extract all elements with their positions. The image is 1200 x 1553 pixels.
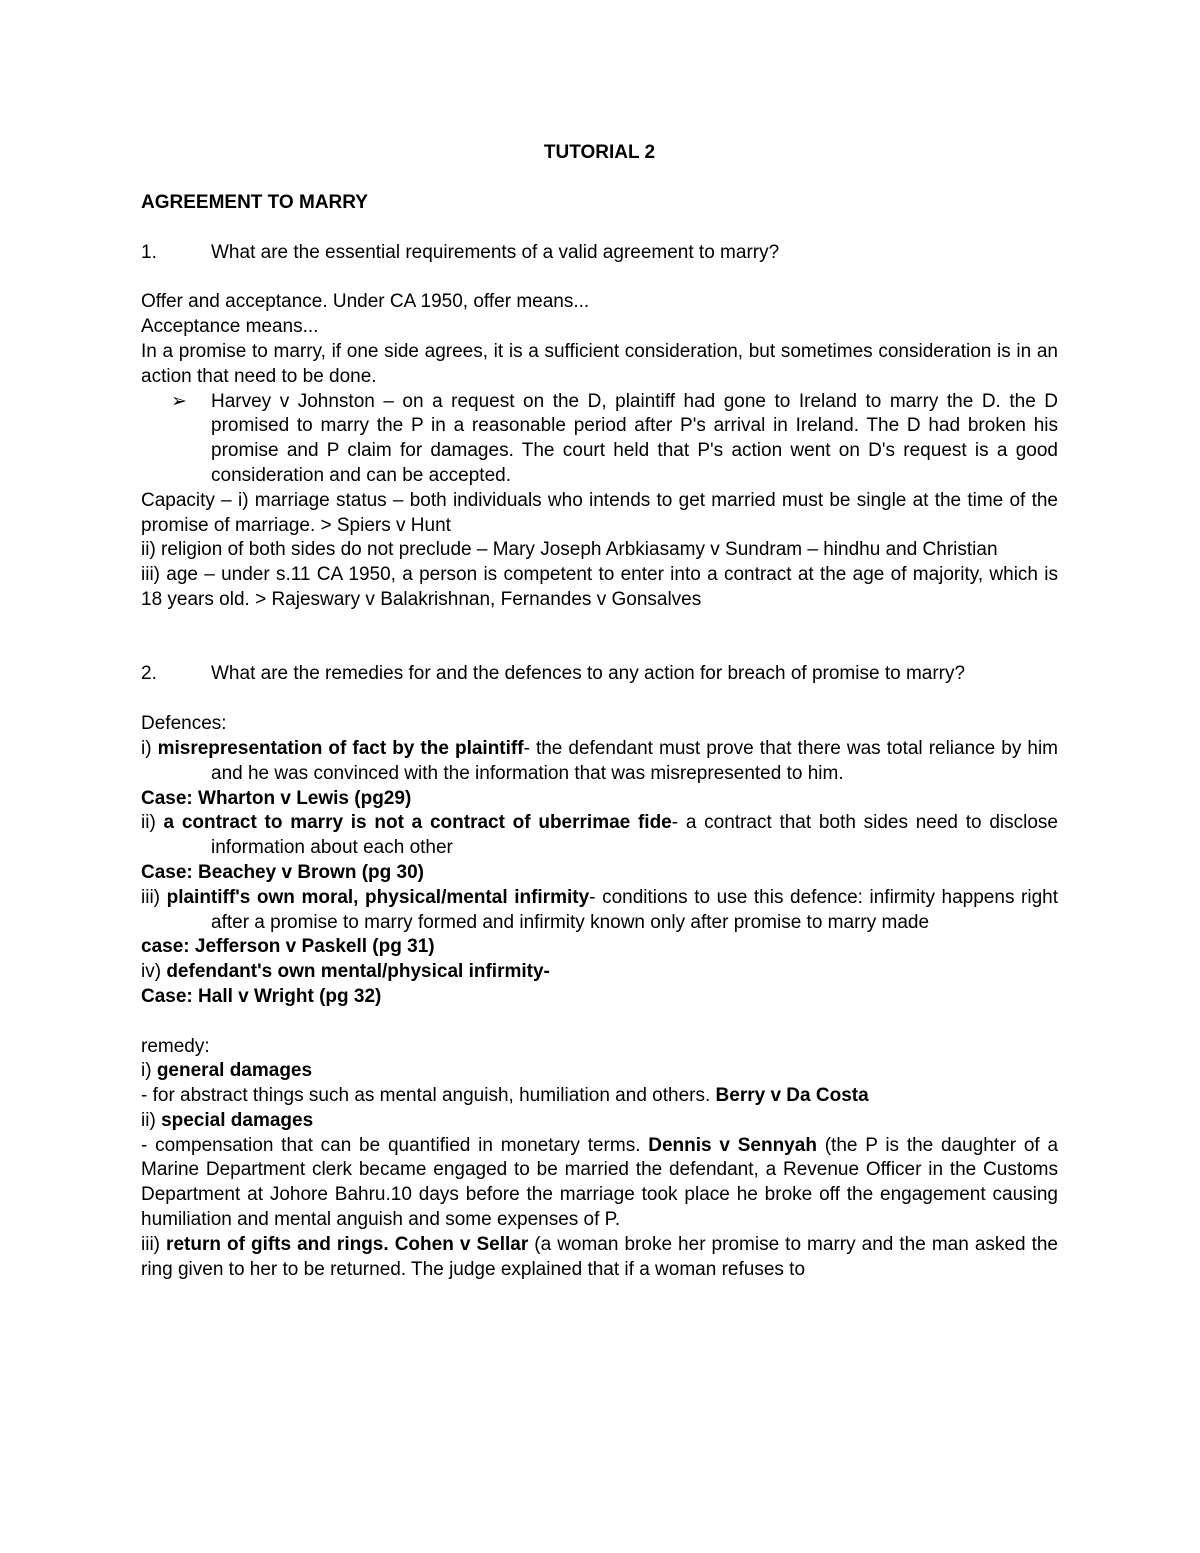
remedy-3-detail: (a woman broke her promise to marry and the man asked the ring given to her to be returned. The judge explained that if a woman refuses to xyxy=(141,1233,1059,1280)
remedy-2-heading xyxy=(141,1109,1058,1134)
answer-1 xyxy=(141,290,1058,612)
defence-1-case xyxy=(141,787,1058,812)
remedy-3-title: return of gifts and rings. Cohen v Sellar xyxy=(166,1233,529,1255)
case-harvey-text: Harvey v Johnston – on a request on the D, plaintiff had gone to Ireland to marry the D. the D promised to marry the P in a reasonable period after P's arrival in Ireland. The D had broken his promise and P claim for damages. The court held that P's action went on D's request is a good consideration and can be accepted. xyxy=(211,390,1058,486)
defence-1-case-text: Case: Wharton v Lewis (pg29) xyxy=(141,787,412,809)
defence-3-prefix: iii) xyxy=(141,886,167,908)
answer-acceptance: Acceptance means... xyxy=(141,316,319,338)
remedy-2-case: Dennis v Sennyah xyxy=(648,1134,817,1156)
spacer xyxy=(141,1010,1058,1035)
question-1-text: What are the essential requirements of a valid agreement to marry? xyxy=(211,241,780,263)
defence-4 xyxy=(141,960,1058,985)
defence-3-title: plaintiff's own moral, physical/mental infirmity xyxy=(166,886,590,908)
document-page xyxy=(141,141,1058,1282)
answer-capacity: Capacity – i) marriage status – both individuals who intends to get married must be single at the time of the promise of marriage. > Spiers v Hunt xyxy=(141,489,1058,536)
defence-2-text: - a contract that both sides need to disclose information about each other xyxy=(211,812,1058,859)
remedy-2-body xyxy=(141,1134,1058,1233)
defences-label: Defences: xyxy=(141,713,227,735)
answer-consideration: In a promise to marry, if one side agrees, it is a sufficient consideration, but sometimes consideration is in an action that need to be done. xyxy=(141,340,1058,387)
defence-2-case-text: Case: Beachey v Brown (pg 30) xyxy=(141,861,424,883)
remedy-1-prefix: i) xyxy=(141,1060,157,1082)
remedy-3-body xyxy=(141,1233,1058,1283)
question-1 xyxy=(141,241,1058,266)
defence-4-case xyxy=(141,985,1058,1010)
defence-3-case xyxy=(141,935,1058,960)
case-bullet-harvey xyxy=(141,390,1058,489)
defence-3-text: - conditions to use this defence: infirmity happens right after a promise to marry formed and infirmity known only after promise to marry made xyxy=(211,886,1058,933)
answer-offer: Offer and acceptance. Under CA 1950, offer means... xyxy=(141,291,590,313)
defence-1-prefix: i) xyxy=(141,737,158,759)
defence-2 xyxy=(141,811,1058,861)
remedy-3-prefix: iii) xyxy=(141,1233,167,1255)
remedy-label: remedy: xyxy=(141,1035,210,1057)
defence-2-prefix: ii) xyxy=(141,812,164,834)
defence-3 xyxy=(141,886,1058,936)
defence-4-case-text: Case: Hall v Wright (pg 32) xyxy=(141,985,382,1007)
defence-4-prefix: iv) xyxy=(141,961,167,983)
question-2-number: 2. xyxy=(141,663,157,685)
section-heading: AGREEMENT TO MARRY xyxy=(141,191,368,213)
defence-1-title: misrepresentation of fact by the plaintiff xyxy=(157,737,524,759)
defence-3-case-text: case: Jefferson v Paskell (pg 31) xyxy=(141,936,435,958)
answer-religion: ii) religion of both sides do not preclude – Mary Joseph Arbkiasamy v Sundram – hindhu and Christian xyxy=(141,539,998,561)
question-2 xyxy=(141,662,1058,687)
defence-2-case xyxy=(141,861,1058,886)
remedy-1-text: - for abstract things such as mental anguish, humiliation and others. xyxy=(141,1085,716,1107)
defence-1-text: - the defendant must prove that there was total reliance by him and he was convinced with the information that was misrepresented to him. xyxy=(211,737,1059,784)
defence-1 xyxy=(141,737,1058,787)
remedy-2-prefix: ii) xyxy=(141,1109,162,1131)
remedy-2-title: special damages xyxy=(161,1109,314,1131)
remedy-1-heading xyxy=(141,1059,1058,1084)
remedy-2-detail: (the P is the daughter of a Marine Department clerk became engaged to be married the defendant, a Revenue Officer in the Customs Department at Johore Bahru.10 days before the marriage took place he broke off the engagement causing humiliation and mental anguish and some expenses of P. xyxy=(141,1134,1059,1231)
remedy-1-body xyxy=(141,1084,1058,1109)
remedy-1-title: general damages xyxy=(156,1060,313,1082)
question-2-text: What are the remedies for and the defences to any action for breach of promise to marry? xyxy=(211,663,966,685)
defence-2-title: a contract to marry is not a contract of uberrimae fide xyxy=(163,812,672,834)
remedy-1-case: Berry v Da Costa xyxy=(715,1085,869,1107)
answer-age: iii) age – under s.11 CA 1950, a person is competent to enter into a contract at the age of majority, which is 18 years old. > Rajeswary v Balakrishnan, Fernandes v Gonsalves xyxy=(141,564,1058,610)
remedy-section xyxy=(141,1035,1058,1283)
question-1-number: 1. xyxy=(141,241,157,263)
arrow-bullet-icon: ➢ xyxy=(171,390,187,412)
defence-4-title: defendant's own mental/physical infirmity- xyxy=(166,961,550,983)
spacer xyxy=(141,613,1058,663)
document-title: TUTORIAL 2 xyxy=(543,142,656,163)
remedy-2-text: - compensation that can be quantified in monetary terms. xyxy=(141,1134,649,1156)
defences-section xyxy=(141,712,1058,1010)
